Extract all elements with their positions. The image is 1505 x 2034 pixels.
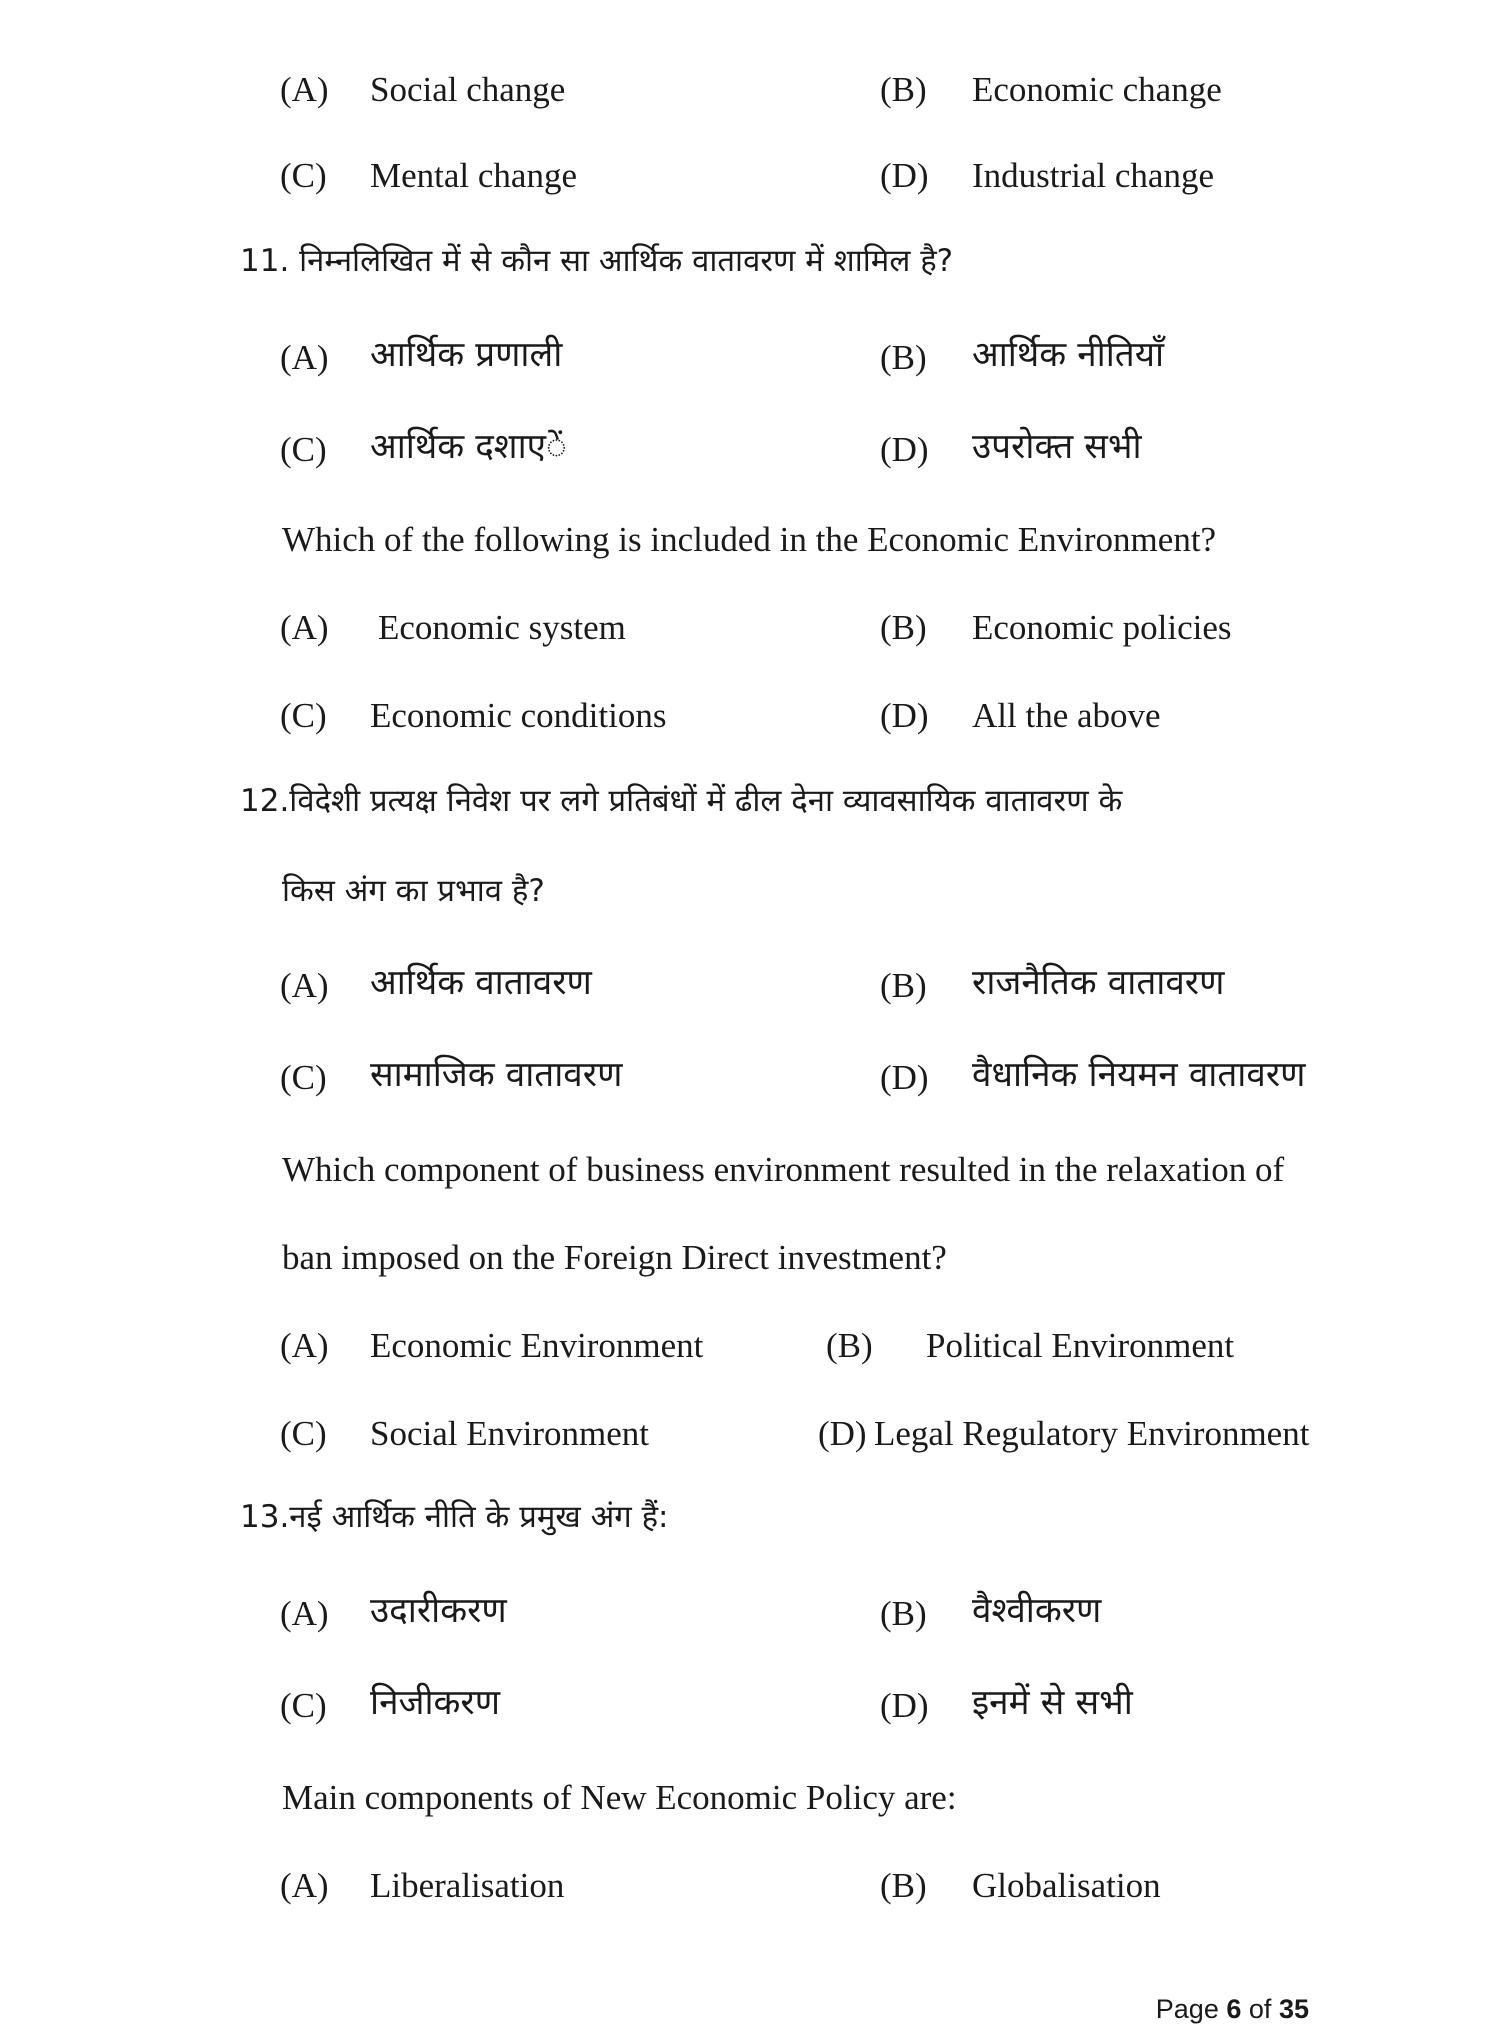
q13-question-hindi: 13.नई आर्थिक नीति के प्रमुख अंग हैं: — [240, 1499, 669, 1535]
q12-question-english-line1: Which component of business environment resulted in the relaxation of — [282, 1150, 1285, 1189]
q13-hi-option-b-letter: (B) — [880, 1594, 927, 1633]
q12-hi-option-b-text: राजनैतिक वातावरण — [972, 963, 1225, 1003]
q11-en-option-b-text: Economic policies — [972, 608, 1232, 647]
q11-hi-option-c-text: आर्थिक दशाएें — [370, 427, 567, 467]
q12-en-option-c-text: Social Environment — [370, 1414, 649, 1453]
q13-hi-option-d-letter: (D) — [880, 1686, 929, 1725]
q13-hi-option-b-text: वैश्वीकरण — [972, 1591, 1102, 1631]
q12-en-option-d-letter: (D) — [818, 1414, 867, 1453]
q13-hi-option-c-text: निजीकरण — [370, 1683, 501, 1723]
q12-question-hindi-line1: 12.विदेशी प्रत्यक्ष निवेश पर लगे प्रतिबंधों में ढील देना व्यावसायिक वातावरण के — [240, 783, 1123, 819]
q12-en-option-a-letter: (A) — [280, 1326, 329, 1365]
q10-option-d-text: Industrial change — [972, 156, 1214, 195]
q12-en-option-d-text: Legal Regulatory Environment — [874, 1414, 1310, 1453]
q12-question-hindi-line2: किस अंग का प्रभाव है? — [282, 873, 545, 909]
q10-option-c-letter: (C) — [280, 156, 327, 195]
q12-hi-option-a-text: आर्थिक वातावरण — [370, 963, 592, 1003]
q12-hi-option-d-letter: (D) — [880, 1058, 929, 1097]
q13-en-option-b-letter: (B) — [880, 1866, 927, 1905]
page-total: 35 — [1278, 1994, 1309, 2024]
q11-en-option-b-letter: (B) — [880, 608, 927, 647]
q13-question-english: Main components of New Economic Policy are: — [282, 1778, 957, 1817]
q11-hi-option-b-text: आर्थिक नीतियाँ — [972, 335, 1165, 375]
q11-en-option-d-text: All the above — [972, 696, 1161, 735]
q10-option-d-letter: (D) — [880, 156, 929, 195]
q13-en-option-a-text: Liberalisation — [370, 1866, 565, 1905]
q11-question-english: Which of the following is included in the Economic Environment? — [282, 520, 1217, 559]
q11-hi-option-a-letter: (A) — [280, 338, 329, 377]
q13-hi-option-a-letter: (A) — [280, 1594, 329, 1633]
q13-en-option-a-letter: (A) — [280, 1866, 329, 1905]
q11-hi-option-d-text: उपरोक्त सभी — [972, 427, 1142, 467]
q11-en-option-c-letter: (C) — [280, 696, 327, 735]
q12-hi-option-a-letter: (A) — [280, 966, 329, 1005]
q10-option-c-text: Mental change — [370, 156, 577, 195]
q12-en-option-b-text: Political Environment — [926, 1326, 1235, 1365]
q11-hi-option-d-letter: (D) — [880, 430, 929, 469]
page-number: 6 — [1226, 1994, 1242, 2024]
q13-en-option-b-text: Globalisation — [972, 1866, 1161, 1905]
q11-en-option-a-letter: (A) — [280, 608, 329, 647]
q12-en-option-a-text: Economic Environment — [370, 1326, 704, 1365]
q12-hi-option-c-letter: (C) — [280, 1058, 327, 1097]
page-of: of — [1248, 1994, 1272, 2024]
page-prefix: Page — [1155, 1994, 1219, 2024]
q11-en-option-a-text: Economic system — [378, 608, 626, 647]
q11-hi-option-a-text: आर्थिक प्रणाली — [370, 335, 563, 375]
q10-option-a-text: Social change — [370, 70, 566, 109]
q13-hi-option-d-text: इनमें से सभी — [972, 1683, 1133, 1723]
q11-en-option-d-letter: (D) — [880, 696, 929, 735]
q11-hi-option-b-letter: (B) — [880, 338, 927, 377]
q12-hi-option-b-letter: (B) — [880, 966, 927, 1005]
q10-option-a-letter: (A) — [280, 70, 329, 109]
q12-hi-option-d-text: वैधानिक नियमन वातावरण — [972, 1055, 1306, 1095]
q13-hi-option-a-text: उदारीकरण — [370, 1591, 507, 1631]
q13-hi-option-c-letter: (C) — [280, 1686, 327, 1725]
q12-en-option-c-letter: (C) — [280, 1414, 327, 1453]
q11-en-option-c-text: Economic conditions — [370, 696, 667, 735]
page-number-footer — [1156, 1996, 1309, 2023]
q10-option-b-letter: (B) — [880, 70, 927, 109]
q10-option-b-text: Economic change — [972, 70, 1222, 109]
q12-hi-option-c-text: सामाजिक वातावरण — [370, 1055, 623, 1095]
q11-hi-option-c-letter: (C) — [280, 430, 327, 469]
q12-question-english-line2: ban imposed on the Foreign Direct investment? — [282, 1238, 947, 1277]
q11-question-hindi: 11. निम्नलिखित में से कौन सा आर्थिक वातावरण में शामिल है? — [240, 243, 954, 279]
q12-en-option-b-letter: (B) — [826, 1326, 873, 1365]
